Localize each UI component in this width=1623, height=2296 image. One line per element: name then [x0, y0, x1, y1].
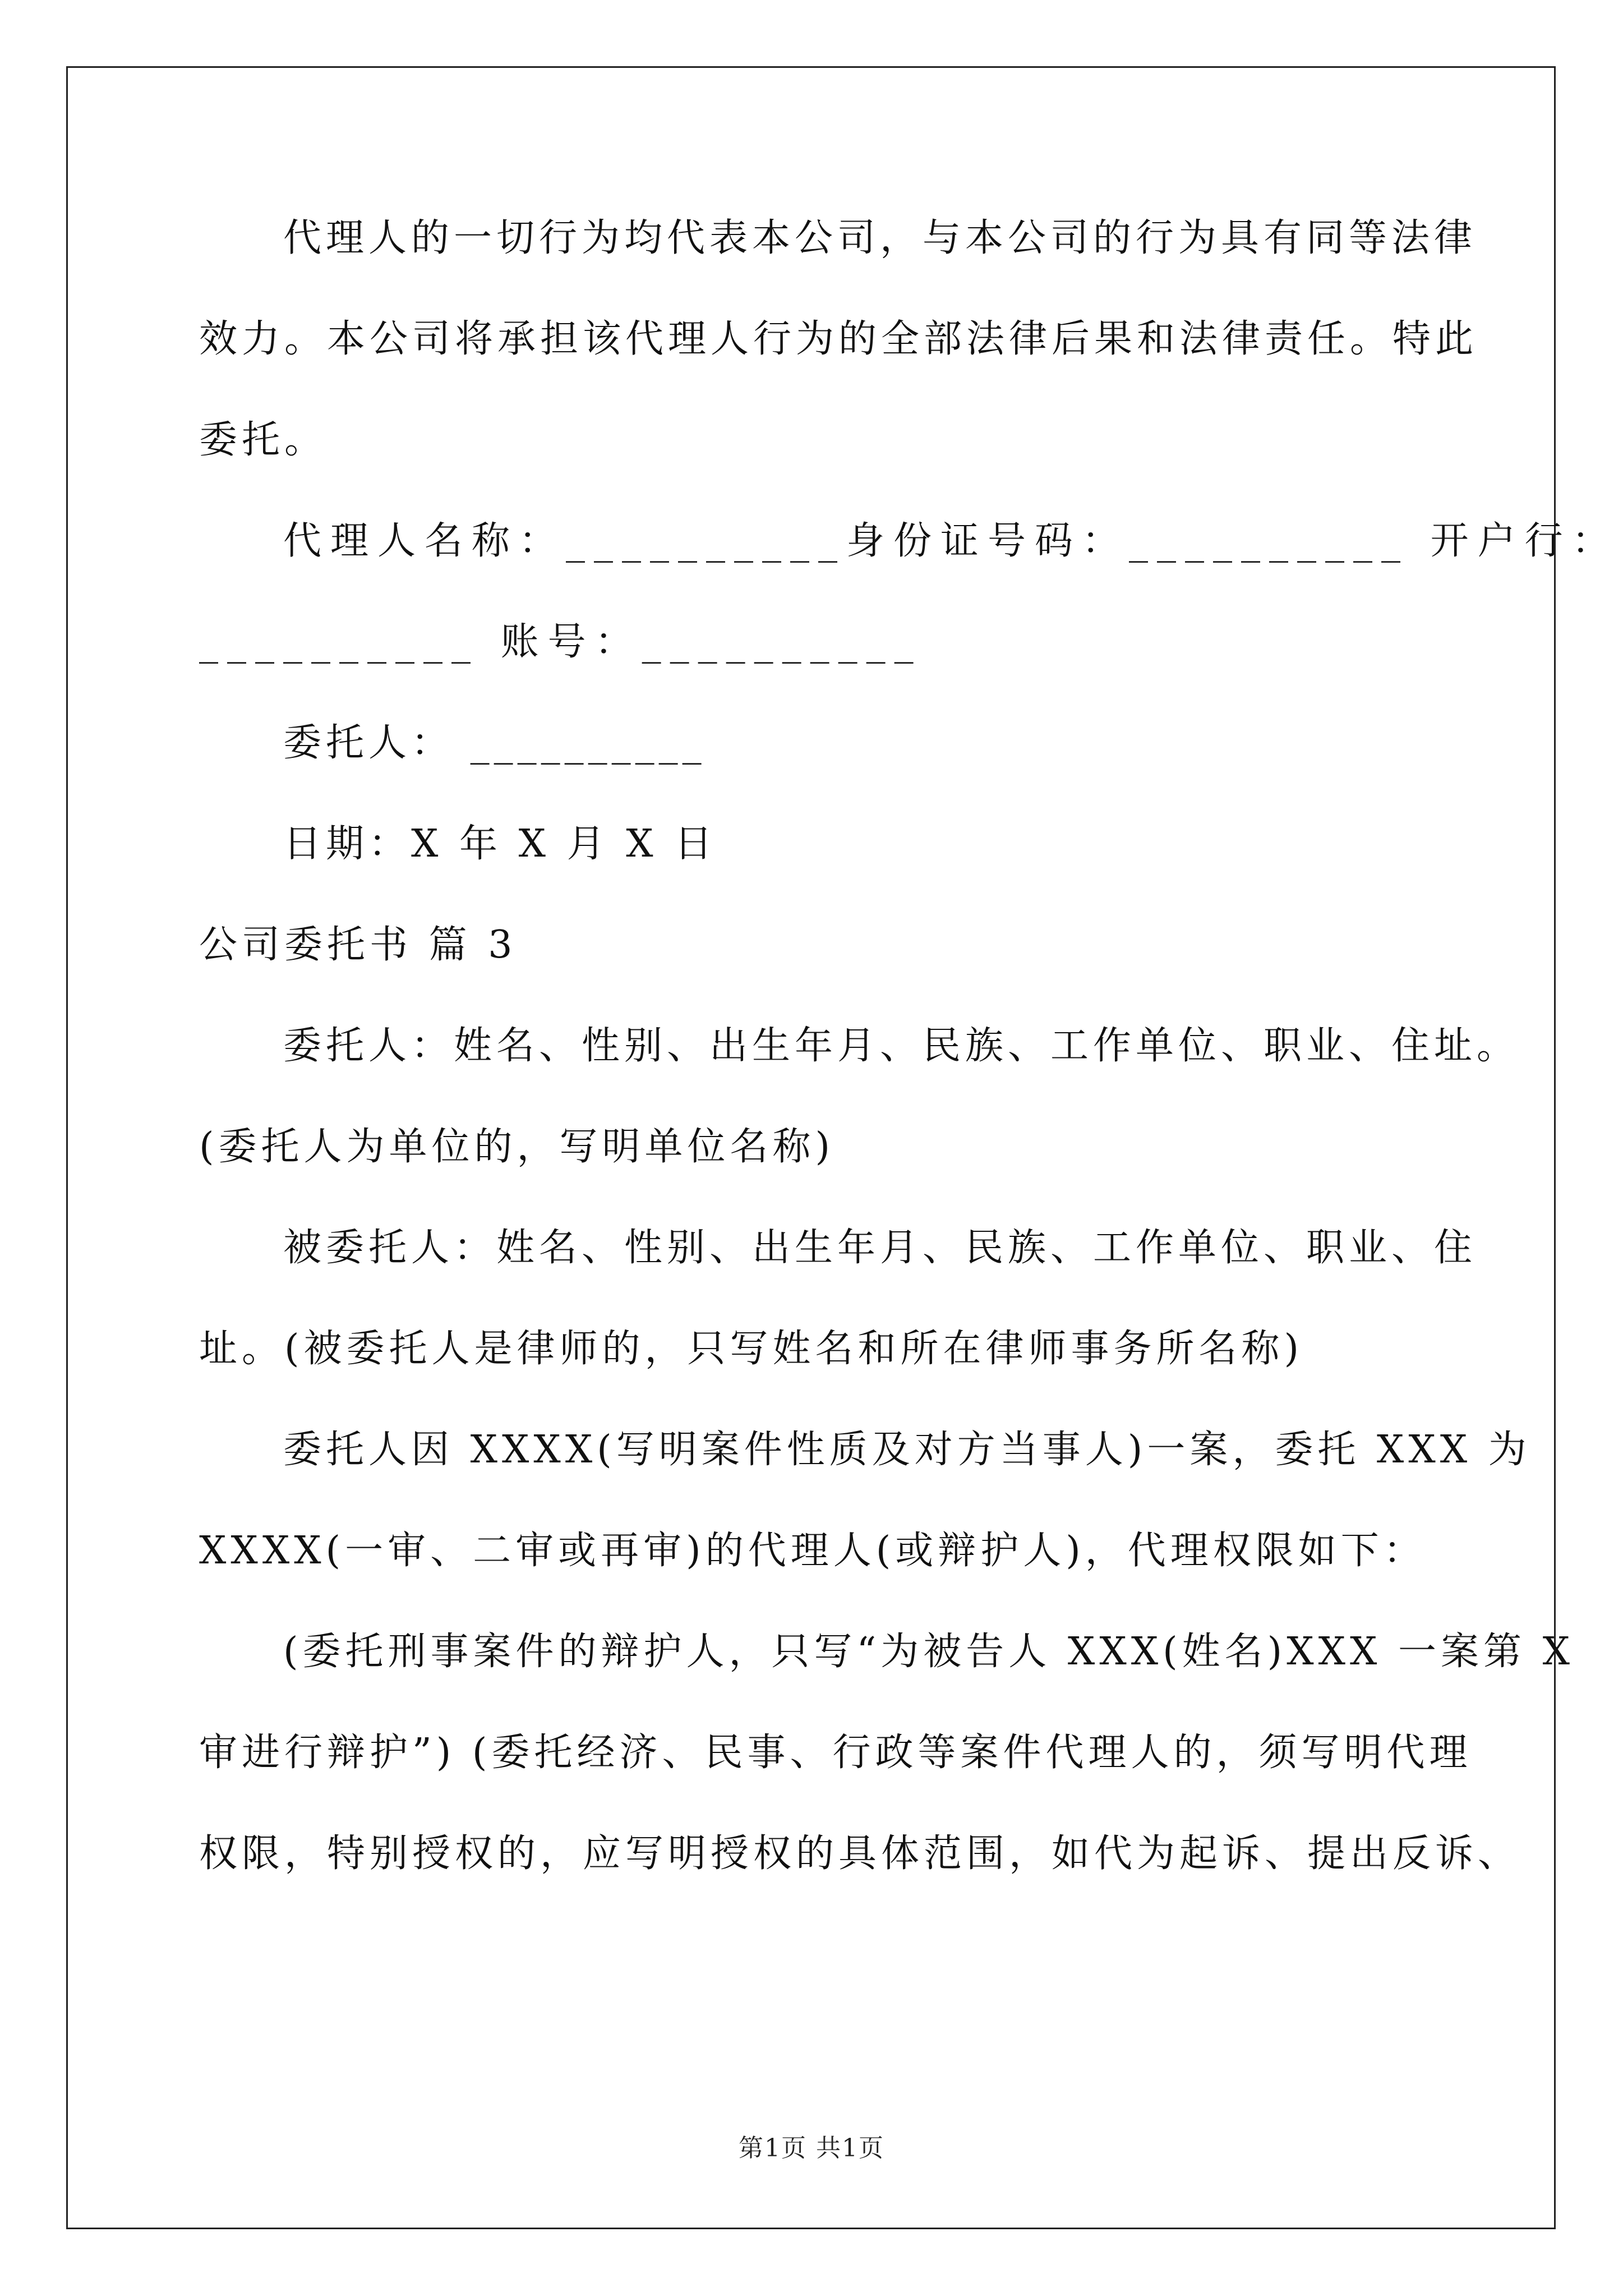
paragraph-line: 被委托人：姓名、性别、出生年月、民族、工作单位、职业、住 [283, 1226, 1477, 1270]
paragraph-line: 审进行辩护”) (委托经济、民事、行政等案件代理人的，须写明代理 [199, 1731, 1472, 1775]
paragraph-line: 委托。 [199, 418, 328, 462]
date-line: 日期：X 年 X 月 X 日 [283, 822, 717, 866]
paragraph-line: (委托人为单位的，写明单位名称) [199, 1125, 835, 1169]
paragraph-line: 委托人：姓名、性别、出生年月、民族、工作单位、职业、住址。 [283, 1024, 1520, 1068]
paragraph-line: 效力。本公司将承担该代理人行为的全部法律后果和法律责任。特此 [199, 317, 1478, 361]
section-title: 公司委托书 篇 3 [199, 923, 517, 967]
paragraph-line: XXXX(一审、二审或再审)的代理人(或辩护人)，代理权限如下： [199, 1529, 1426, 1573]
form-field-line: 代理人名称：__________身份证号码：__________ 开户行： [283, 519, 1619, 563]
paragraph-line: 代理人的一切行为均代表本公司，与本公司的行为具有同等法律 [283, 216, 1477, 260]
paragraph-line: (委托刑事案件的辩护人，只写“为被告人 XXX(姓名)XXX 一案第 X [283, 1630, 1575, 1674]
signature-line: 委托人： __________ [283, 721, 706, 765]
paragraph-line: 委托人因 XXXX(写明案件性质及对方当事人)一案，委托 XXX 为 [283, 1428, 1531, 1472]
paragraph-line: 址。(被委托人是律师的，只写姓名和所在律师事务所名称) [199, 1327, 1304, 1371]
paragraph-line: 权限，特别授权的，应写明授权的具体范围，如代为起诉、提出反诉、 [199, 1832, 1521, 1876]
form-field-line: __________ 账号：__________ [199, 620, 923, 664]
page-number-footer: 第1页 共1页 [739, 2134, 884, 2162]
